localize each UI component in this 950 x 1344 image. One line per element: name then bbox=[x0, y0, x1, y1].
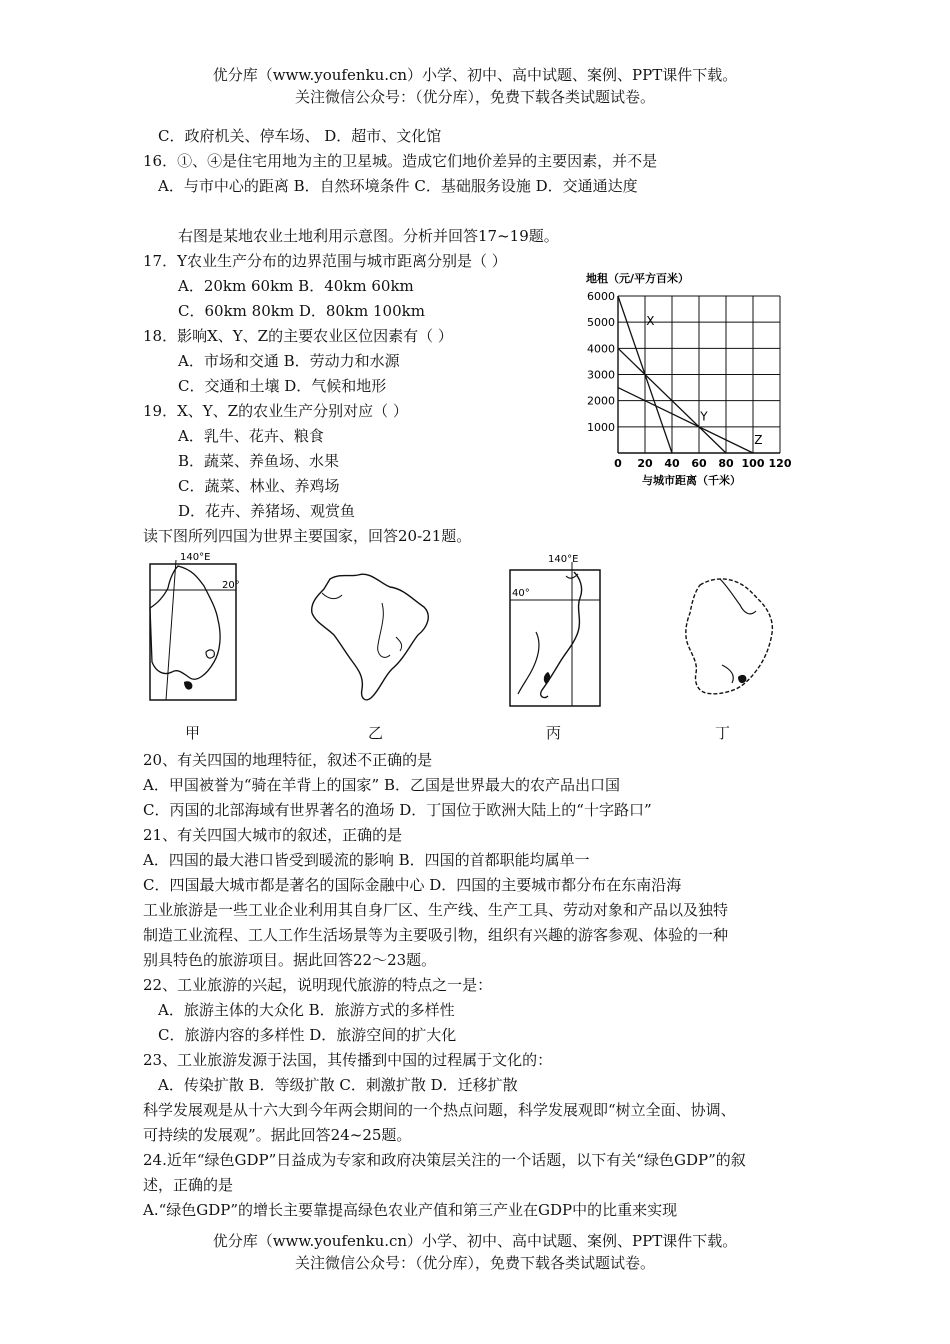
y-tick-6000: 6000 bbox=[587, 290, 615, 303]
q22-stem: 22、工业旅游的兴起，说明现代旅游的特点之一是： bbox=[143, 976, 493, 994]
q24-stem-line-2: 述，正确的是 bbox=[143, 1176, 234, 1194]
passage-24-line-2: 可持续的发展观”。据此回答24~25题。 bbox=[143, 1126, 412, 1144]
header-line-2: 关注微信公众号：（优分库），免费下载各类试题试卷。 bbox=[294, 88, 655, 106]
q15-option-cd: C．政府机关、停车场、 D．超市、文化馆 bbox=[158, 127, 442, 145]
chart-title: 地租（元/平方百米） bbox=[586, 272, 690, 285]
q18-options-cd: C．交通和土壤 D．气候和地形 bbox=[178, 377, 387, 395]
map-jia bbox=[138, 548, 248, 713]
passage-22-line-2: 制造工业流程、工人工作生活场景等为主要吸引物，组织有兴趣的游客参观、体验的一种 bbox=[143, 926, 729, 944]
q18-options-ab: A．市场和交通 B．劳动力和水源 bbox=[178, 352, 400, 370]
jia-lat-label: 20° bbox=[222, 580, 240, 591]
series-label-Y: Y bbox=[700, 409, 708, 424]
passage-24-line-1: 科学发展观是从十六大到今年两会期间的一个热点问题，科学发展观即“树立全面、协调、 bbox=[143, 1101, 736, 1119]
x-axis-label: 与城市距离（千米） bbox=[642, 474, 741, 487]
q18-stem: 18．影响X、Y、Z的主要农业区位因素有（ ） bbox=[143, 327, 453, 345]
q17-options-cd: C．60km 80km D．80km 100km bbox=[178, 302, 425, 320]
q20-stem: 20、有关四国的地理特征，叙述不正确的是 bbox=[143, 751, 433, 769]
map-ding bbox=[660, 565, 790, 710]
x-tick-40: 40 bbox=[664, 457, 680, 470]
passage-22-line-1: 工业旅游是一些工业企业利用其自身厂区、生产线、生产工具、劳动对象和产品以及独特 bbox=[143, 901, 729, 919]
x-tick-100: 100 bbox=[741, 457, 765, 470]
map-bing bbox=[500, 548, 610, 713]
q24-stem-line-1: 24.近年“绿色GDP”日益成为专家和政府决策层关注的一个话题，以下有关“绿色GDP”的叙 bbox=[143, 1151, 746, 1169]
bing-lon-label: 140°E bbox=[548, 554, 579, 565]
y-tick-3000: 3000 bbox=[587, 368, 615, 382]
q20-options-cd: C．丙国的北部海域有世界著名的渔场 D．丁国位于欧洲大陆上的“十字路口” bbox=[143, 801, 652, 819]
map-ding-caption: 丁 bbox=[715, 724, 731, 742]
x-tick-120: 120 bbox=[768, 457, 792, 470]
q24-option-a: A.“绿色GDP”的增长主要靠提高绿色农业产值和第三产业在GDP中的比重来实现 bbox=[143, 1201, 678, 1219]
q16-options: A．与市中心的距离 B．自然环境条件 C．基础服务设施 D．交通通达度 bbox=[158, 177, 638, 195]
q21-options-cd: C．四国最大城市都是著名的国际金融中心 D．四国的主要城市都分布在东南沿海 bbox=[143, 876, 682, 894]
chart-grid bbox=[618, 296, 780, 453]
q23-stem: 23、工业旅游发源于法国，其传播到中国的过程属于文化的： bbox=[143, 1051, 553, 1069]
footer-line-1: 优分库（www.youfenku.cn）小学、初中、高中试题、案例、PPT课件下载。 bbox=[212, 1232, 738, 1250]
q21-stem: 21、有关四国大城市的叙述，正确的是 bbox=[143, 826, 403, 844]
q17-options-ab: A．20km 60km B．40km 60km bbox=[178, 277, 414, 295]
header-line-1: 优分库（www.youfenku.cn）小学、初中、高中试题、案例、PPT课件下载。 bbox=[212, 66, 738, 84]
x-tick-0: 0 bbox=[614, 457, 622, 470]
map-bing-caption: 丙 bbox=[546, 724, 562, 742]
passage-22-line-3: 别具特色的旅游项目。据此回答22～23题。 bbox=[143, 951, 437, 969]
x-tick-60: 60 bbox=[691, 457, 707, 470]
q19-option-a: A．乳牛、花卉、粮食 bbox=[178, 427, 324, 445]
land-rent-chart bbox=[570, 268, 800, 493]
intro-17-19: 右图是某地农业土地利用示意图。分析并回答17~19题。 bbox=[178, 227, 559, 245]
y-tick-5000: 5000 bbox=[587, 316, 615, 330]
x-tick-80: 80 bbox=[718, 457, 734, 470]
q19-option-c: C．蔬菜、林业、养鸡场 bbox=[178, 477, 340, 495]
q22-options-ab: A．旅游主体的大众化 B．旅游方式的多样性 bbox=[158, 1001, 455, 1019]
intro-20-21: 读下图所列四国为世界主要国家，回答20-21题。 bbox=[143, 527, 472, 545]
q20-options-ab: A．甲国被誉为“骑在羊背上的国家” B．乙国是世界最大的农产品出口国 bbox=[143, 776, 620, 794]
series-line-Z bbox=[618, 388, 753, 453]
q19-option-b: B．蔬菜、养鱼场、水果 bbox=[178, 452, 340, 470]
q21-options-ab: A．四国的最大港口皆受到暖流的影响 B．四国的首都职能均属单一 bbox=[143, 851, 590, 869]
q23-options: A．传染扩散 B．等级扩散 C．刺激扩散 D．迁移扩散 bbox=[158, 1076, 518, 1094]
q16-stem: 16．①、④是住宅用地为主的卫星城。造成它们地价差异的主要因素，并不是 bbox=[143, 152, 658, 170]
map-jia-caption: 甲 bbox=[185, 724, 201, 742]
q17-stem: 17．Y农业生产分布的边界范围与城市距离分别是（ ） bbox=[143, 252, 507, 270]
y-tick-2000: 2000 bbox=[587, 394, 615, 408]
y-axis-ticks bbox=[587, 290, 615, 434]
q19-option-d: D．花卉、养猪场、观赏鱼 bbox=[178, 502, 356, 520]
bing-lat-label: 40° bbox=[512, 588, 530, 599]
series-label-Z: Z bbox=[754, 432, 763, 447]
map-yi-caption: 乙 bbox=[368, 724, 384, 742]
footer-line-2: 关注微信公众号：（优分库），免费下载各类试题试卷。 bbox=[294, 1254, 655, 1272]
y-tick-4000: 4000 bbox=[587, 342, 615, 356]
x-tick-20: 20 bbox=[637, 457, 653, 470]
map-yi bbox=[300, 565, 440, 710]
q19-stem: 19．X、Y、Z的农业生产分别对应（ ） bbox=[143, 402, 408, 420]
jia-lon-label: 140°E bbox=[180, 552, 211, 563]
q22-options-cd: C．旅游内容的多样性 D．旅游空间的扩大化 bbox=[158, 1026, 457, 1044]
y-tick-1000: 1000 bbox=[587, 420, 615, 434]
x-axis-ticks bbox=[614, 457, 792, 470]
series-label-X: X bbox=[646, 313, 655, 328]
